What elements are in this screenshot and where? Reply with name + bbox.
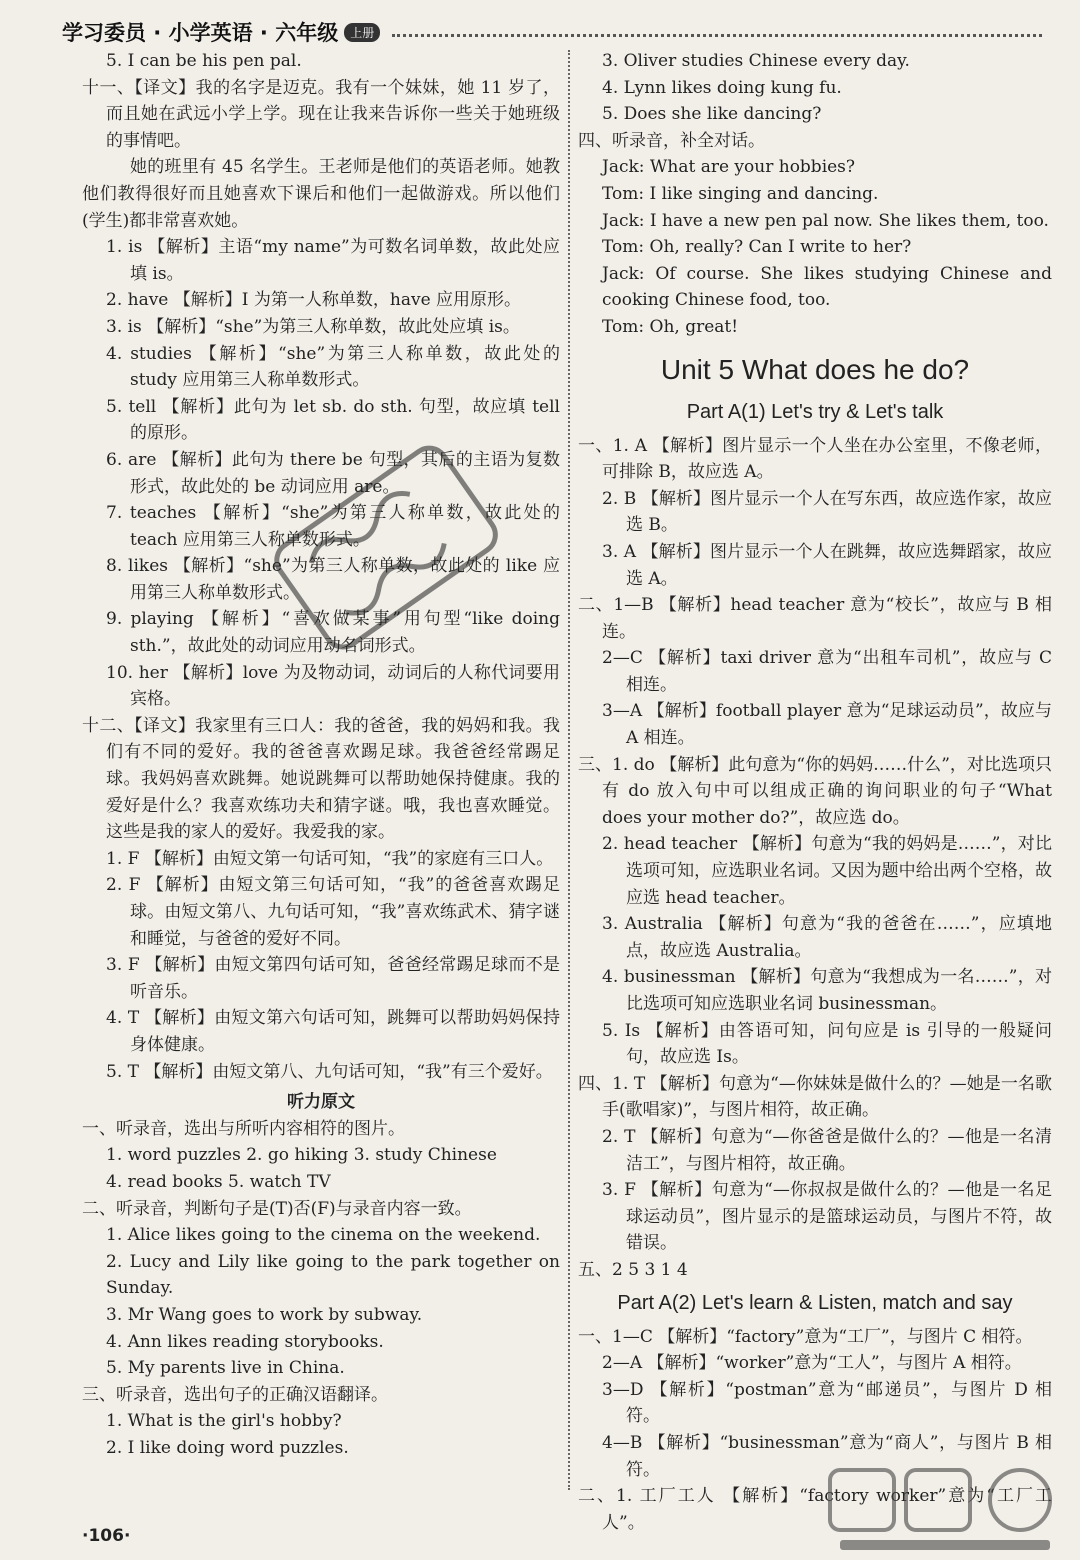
right-block-a1-answers (578, 433, 1052, 1284)
text-line: 4. studies 【解析】“she”为第三人称单数，故此处的 study 应用第三人称单数形式。 (106, 343, 560, 391)
text-line: 一、听录音，选出与所听内容相符的图片。 (82, 1118, 405, 1139)
text-line: 2. T 【解析】句意为“—你爸爸是做什么的？—他是一名清洁工”，与图片相符，故正确。 (602, 1126, 1052, 1174)
text-line: 2. F 【解析】由短文第三句话可知，“我”的爸爸喜欢踢足球。由短文第八、九句话可知，“我”喜欢练武术、猜字谜和睡觉，与爸爸的爱好不同。 (106, 875, 560, 949)
text-line: Tom: I like singing and dancing. (602, 183, 879, 204)
text-line: Tom: Oh, really? Can I write to her? (602, 237, 912, 258)
text-line: 2. I like doing word puzzles. (106, 1437, 349, 1458)
text-line: 3. F 【解析】句意为“—你叔叔是做什么的？—他是一名足球运动员”，图片显示的是篮球运动员，与图片不符，故错误。 (602, 1180, 1052, 1254)
text-line: 5. Is 【解析】由答语可知，问句应是 is 引导的一般疑问句，故应选 Is。 (602, 1020, 1052, 1068)
unit-title: Unit 5 What does he do? (660, 353, 970, 385)
text-line: 4—B 【解析】“businessman”意为“商人”，与图片 B 相符。 (602, 1432, 1052, 1480)
text-line: 4. businessman 【解析】句意为“我想成为一名……”，对比选项可知应选职业名词 businessman。 (602, 967, 1052, 1014)
right-block-a2-answers (578, 1324, 1052, 1537)
text-line: 2—A 【解析】“worker”意为“工人”，与图片 A 相符。 (602, 1353, 1022, 1374)
text-line: 5. T 【解析】由短文第八、九句话可知，“我”有三个爱好。 (106, 1061, 553, 1082)
text-line: 6. are 【解析】此句为 there be 句型，其后的主语为复数形式，故此处的 be 动词应用 are。 (106, 449, 560, 497)
text-line: Tom: Oh, great! (602, 316, 739, 337)
text-line: 4. Ann likes reading storybooks. (106, 1331, 384, 1352)
text-line: 2. head teacher 【解析】句意为“我的妈妈是……”，对比选项可知，应选职业名词。又因为题中给出两个空格，故应选 head teacher。 (602, 834, 1052, 908)
text-line: 四、听录音，补全对话。 (578, 130, 765, 151)
text-line: 十二、【译文】我家里有三口人：我的爸爸，我的妈妈和我。我们有不同的爱好。我的爸爸喜欢踢足球。我爸爸经常踢足球。我妈妈喜欢跳舞。她说跳舞可以帮助她保持健康。我的爱好是什么？我喜欢练功夫和猜字谜。哦，我也喜欢睡觉。这些是我的家人的爱好。我爱我的家。 (82, 715, 560, 843)
text-line: 3. F 【解析】由短文第四句话可知，爸爸经常踢足球而不是听音乐。 (106, 955, 560, 1002)
text-line: 2. Lucy and Lily like going to the park together on Sunday. (106, 1251, 560, 1299)
text-line: 1. word puzzles 2. go hiking 3. study Chinese (106, 1145, 497, 1166)
text-line: 三、听录音，选出句子的正确汉语翻译。 (82, 1384, 388, 1405)
text-line: 2. have 【解析】I 为第一人称单数，have 应用原形。 (106, 290, 522, 311)
text-line: 4. T 【解析】由短文第六句话可知，跳舞可以帮助妈妈保持身体健康。 (106, 1008, 560, 1055)
text-line: 1. F 【解析】由短文第一句话可知，“我”的家庭有三口人。 (106, 848, 554, 869)
text-line: 8. likes 【解析】“she”为第三人称单数，故此处的 like 应用第三人称单数形式。 (106, 556, 560, 603)
text-line: 十一、【译文】我的名字是迈克。我有一个妹妹，她 11 岁了，而且她在武远小学上学。现在让我来告诉你一些关于她班级的事情吧。 (82, 77, 560, 151)
text-line: 10. her 【解析】love 为及物动词，动词后的人称代词要用宾格。 (106, 662, 560, 710)
left-column (82, 48, 560, 1461)
header-badge: 上册 (344, 23, 380, 42)
text-line: 四、1. T 【解析】句意为“—你妹妹是做什么的？—她是一名歌手(歌唱家)”，与图片相符，故正确。 (578, 1073, 1052, 1121)
text-line: 3. A 【解析】图片显示一个人在跳舞，故应选舞蹈家，故应选 A。 (602, 541, 1052, 589)
text-line: 4. Lynn likes doing kung fu. (602, 77, 842, 98)
text-line: 2. B 【解析】图片显示一个人在写东西，故应选作家，故应选 B。 (602, 488, 1052, 536)
text-line: 5. My parents live in China. (106, 1358, 345, 1379)
page-number: ·106· (82, 1526, 131, 1546)
text-line: 3—A 【解析】football player 意为“足球运动员”，故应与 A 相连。 (602, 701, 1052, 749)
text-line: 4. read books 5. watch TV (106, 1171, 331, 1192)
text-line: 3—D 【解析】“postman”意为“邮递员”，与图片 D 相符。 (602, 1379, 1052, 1427)
text-line: 她的班里有 45 名学生。王老师是他们的英语老师。她教他们教得很好而且她喜欢下课后和他们一起做游戏。所以他们(学生)都非常喜欢她。 (82, 157, 560, 231)
text-line: Jack: Of course. She likes studying Chinese and cooking Chinese food, too. (602, 263, 1052, 311)
text-line: 5. tell 【解析】此句为 let sb. do sth. 句型，故应填 tell 的原形。 (106, 396, 560, 444)
text-line: 1. What is the girl's hobby? (106, 1411, 342, 1432)
text-line: Jack: What are your hobbies? (602, 157, 856, 178)
text-line: 三、1. do 【解析】此句意为“你的妈妈……什么”，对比选项只有 do 放入句中可以组成正确的询问职业的句子“What does your mother do?”，故应选 do。 (578, 754, 1052, 828)
text-line: 3. Mr Wang goes to work by subway. (106, 1304, 423, 1325)
text-line: 1. Alice likes going to the cinema on the weekend. (106, 1225, 541, 1246)
text-line: 3. Australia 【解析】句意为“我的爸爸在……”，应填地点，故应选 Australia。 (602, 914, 1052, 961)
text-line: 2—C 【解析】taxi driver 意为“出租车司机”，故应与 C 相连。 (602, 648, 1052, 695)
text-line: 二、1. 工厂工人 【解析】“factory worker”意为“工厂工人”。 (578, 1486, 1052, 1533)
page-header (62, 14, 1042, 50)
text-line: 听力原文 (287, 1092, 355, 1113)
right-column (578, 48, 1052, 1536)
text-line: 一、1. A 【解析】图片显示一个人坐在办公室里，不像老师，可排除 B，故应选 A。 (578, 435, 1052, 483)
part-title-a2: Part A(2) Let's learn & Listen, match and say (617, 1291, 1013, 1314)
text-line: 五、2 5 3 1 4 (578, 1259, 688, 1280)
text-line: 3. is 【解析】“she”为第三人称单数，故此处应填 is。 (106, 316, 520, 337)
column-divider (568, 50, 570, 1490)
text-line: 9. playing 【解析】“喜欢做某事”用句型“like doing sth.”，故此处的动词应用动名词形式。 (106, 609, 560, 657)
text-line: 二、1—B 【解析】head teacher 意为“校长”，故应与 B 相连。 (578, 595, 1052, 642)
header-dotted-rule (392, 34, 1042, 37)
text-line: Jack: I have a new pen pal now. She likes them, too. (602, 210, 1049, 231)
part-title-a1: Part A(1) Let's try & Let's talk (686, 400, 944, 423)
text-line: 3. Oliver studies Chinese every day. (602, 51, 910, 71)
header-title: 学习委员 · 小学英语 · 六年级 (62, 21, 339, 45)
text-line: 7. teaches 【解析】“she”为第三人称单数，故此处的 teach 应用第三人称单数形式。 (106, 503, 560, 550)
text-line: 一、1—C 【解析】“factory”意为“工厂”，与图片 C 相符。 (578, 1326, 1033, 1347)
right-block-listening (578, 48, 1052, 341)
text-line: 5. I can be his pen pal. (106, 51, 302, 71)
text-line: 1. is 【解析】主语“my name”为可数名词单数，故此处应填 is。 (106, 237, 560, 284)
text-line: 二、听录音，判断句子是(T)否(F)与录音内容一致。 (82, 1198, 472, 1219)
text-line: 5. Does she like dancing? (602, 104, 822, 125)
